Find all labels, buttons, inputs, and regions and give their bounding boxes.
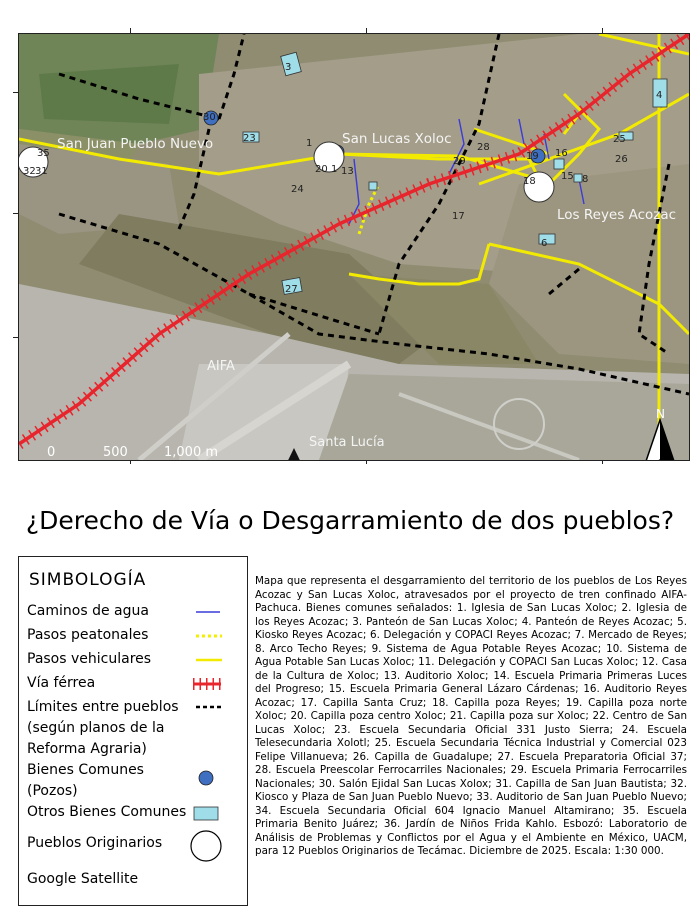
marker-number: 23 [243,133,256,144]
legend-label-other: Otros Bienes Comunes [27,804,187,820]
legend-title: SIMBOLOGÍA [29,570,147,590]
scale-label-end: 1,000 m [164,445,219,460]
satellite-map [19,34,689,460]
map-panel[interactable] [18,33,690,461]
place-label-los-reyes: Los Reyes Acozac [557,207,677,223]
marker-number: 28 [477,142,490,153]
marker-number: 35 [37,148,50,159]
legend-label-towns: Pueblos Originarios [27,835,163,851]
marker-number: 30 [203,112,216,123]
map-description: Mapa que representa el desgarramiento del territorio de los pueblos de Los Reyes Acozac y San Lucas Xoloc, atravesados por el proyecto de tren confinado AIFA-Pachuca. Bienes comunes señalados: 1. Iglesia de San Lucas Xoloc; 2. Iglesia de los Reyes Acozac; 3. Panteón de San Lucas Xoloc; 4. Panteón de Reyes Acozac; 5. Kiosko Reyes Acozac; 6. Delegación y COPACI Reyes Acozac; 7. Mercado de Reyes; 8. Arco Techo Reyes; 9. Sistema de Agua Potable Reyes Acozac; 10. Sistema de Agua Potable San Lucas Xoloc; 11. Delegación y COPACI San Lucas Xoloc; 12. Casa de la Cultura de Xoloc; 13. Auditorio Xoloc; 14. Escuela Primaria Primeras Luces del Progreso; 15. Escuela Primaria General Lázaro Cárdenas; 16. Auditorio Reyes Acozac; 17. Capilla Santa Cruz; 18. Capilla poza Reyes; 19. Capilla poza norte Xoloc; 20. Capilla poza centro Xoloc; 21. Capilla poza sur Xoloc; 22. Centro de San Lucas Xoloc; 23. Escuela Secundaria Oficial 331 Justo Sierra; 24. Escuela Telesecundaria Xolotl; 25. Escuela Secundaria Técnica Industrial y Comercial 023 Felipe Villanueva; 26. Capilla de Guadalupe; 27. Escuela Preparatoria Oficial 37; 28. Escuela Preescolar Ferrocarriles Nacionales; 29. Escuela Primaria Ferrocarriles Nacionales; 30. Salón Ejidal San Lucas Xolox; 31. Capilla de San Juan Bautista; 32. Kiosco y Plaza de San Juan Pueblo Nuevo; 33. Auditorio de San Juan Pueblo Nuevo; 34. Escuela Secundaria Oficial 604 Ignacio Manuel Altamirano; 35. Escuela Primaria Benito Juárez; 36. Jardín de Niños Frida Kahlo. Esbozó: Laboratorio de Análisis de Problemas y Conflictos por el Agua y el Ambiente en México, UACM, para 12 Pueblos Originarios de Tecámac. Diciembre de 2025. Escala: 1:30 000. [255,575,687,857]
legend-label-wells: Bienes Comunes (Pozos) [27,762,144,799]
vehicular-line-icon [194,656,224,664]
marker-number: 15 [561,171,574,182]
marker-number: 13 [341,166,354,177]
marker-number: 31 [35,166,48,177]
marker-number: 4 [656,90,663,101]
marker-number: 6 [541,238,548,249]
page-title: ¿Derecho de Vía o Desgarramiento de dos pueblos? [25,506,675,535]
marker-number: 18 [523,176,536,187]
marker-number: 27 [285,284,298,295]
marker-number: 1 [306,138,313,149]
town-icon [189,829,223,863]
well-icon [197,769,215,787]
common-good-icon [192,805,222,823]
scale-label-zero: 0 [47,445,56,460]
place-label-san-juan: San Juan Pueblo Nuevo [57,136,214,152]
legend-label-rail: Vía férrea [27,675,96,691]
legend-label-water: Caminos de agua [27,603,149,619]
marker-number: 1 [331,164,338,175]
marker-number: 24 [291,184,304,195]
marker-number: 8 [582,174,589,185]
railway-icon [191,676,223,692]
marker-number: 25 [613,134,626,145]
marker-number: 32 [23,166,36,177]
legend-label-limits: Límites entre pueblos (según planos de la Reforma Agraria) [27,699,179,757]
marker-number: 19 [526,151,539,162]
marker-number: 3 [285,62,292,73]
marker-number: 16 [555,148,568,159]
legend-label-vehicular: Pasos vehiculares [27,651,152,667]
legend-label-satellite: Google Satellite [27,871,139,887]
legend-panel [18,556,248,906]
scale-label-mid: 500 [103,445,128,460]
marker-number: 17 [452,211,465,222]
limits-line-icon [194,703,224,711]
marker-number: 20 [315,164,328,175]
legend-label-pedestrian: Pasos peatonales [27,627,149,643]
marker-number: 26 [615,154,628,165]
north-label: N [656,407,665,421]
marker-number: 29 [453,156,466,167]
place-label-santa-lucia: Santa Lucía [309,435,385,450]
pedestrian-line-icon [194,632,224,640]
place-label-aifa: AIFA [207,359,235,374]
place-label-san-lucas: San Lucas Xoloc [342,131,452,147]
water-line-icon [194,608,224,616]
